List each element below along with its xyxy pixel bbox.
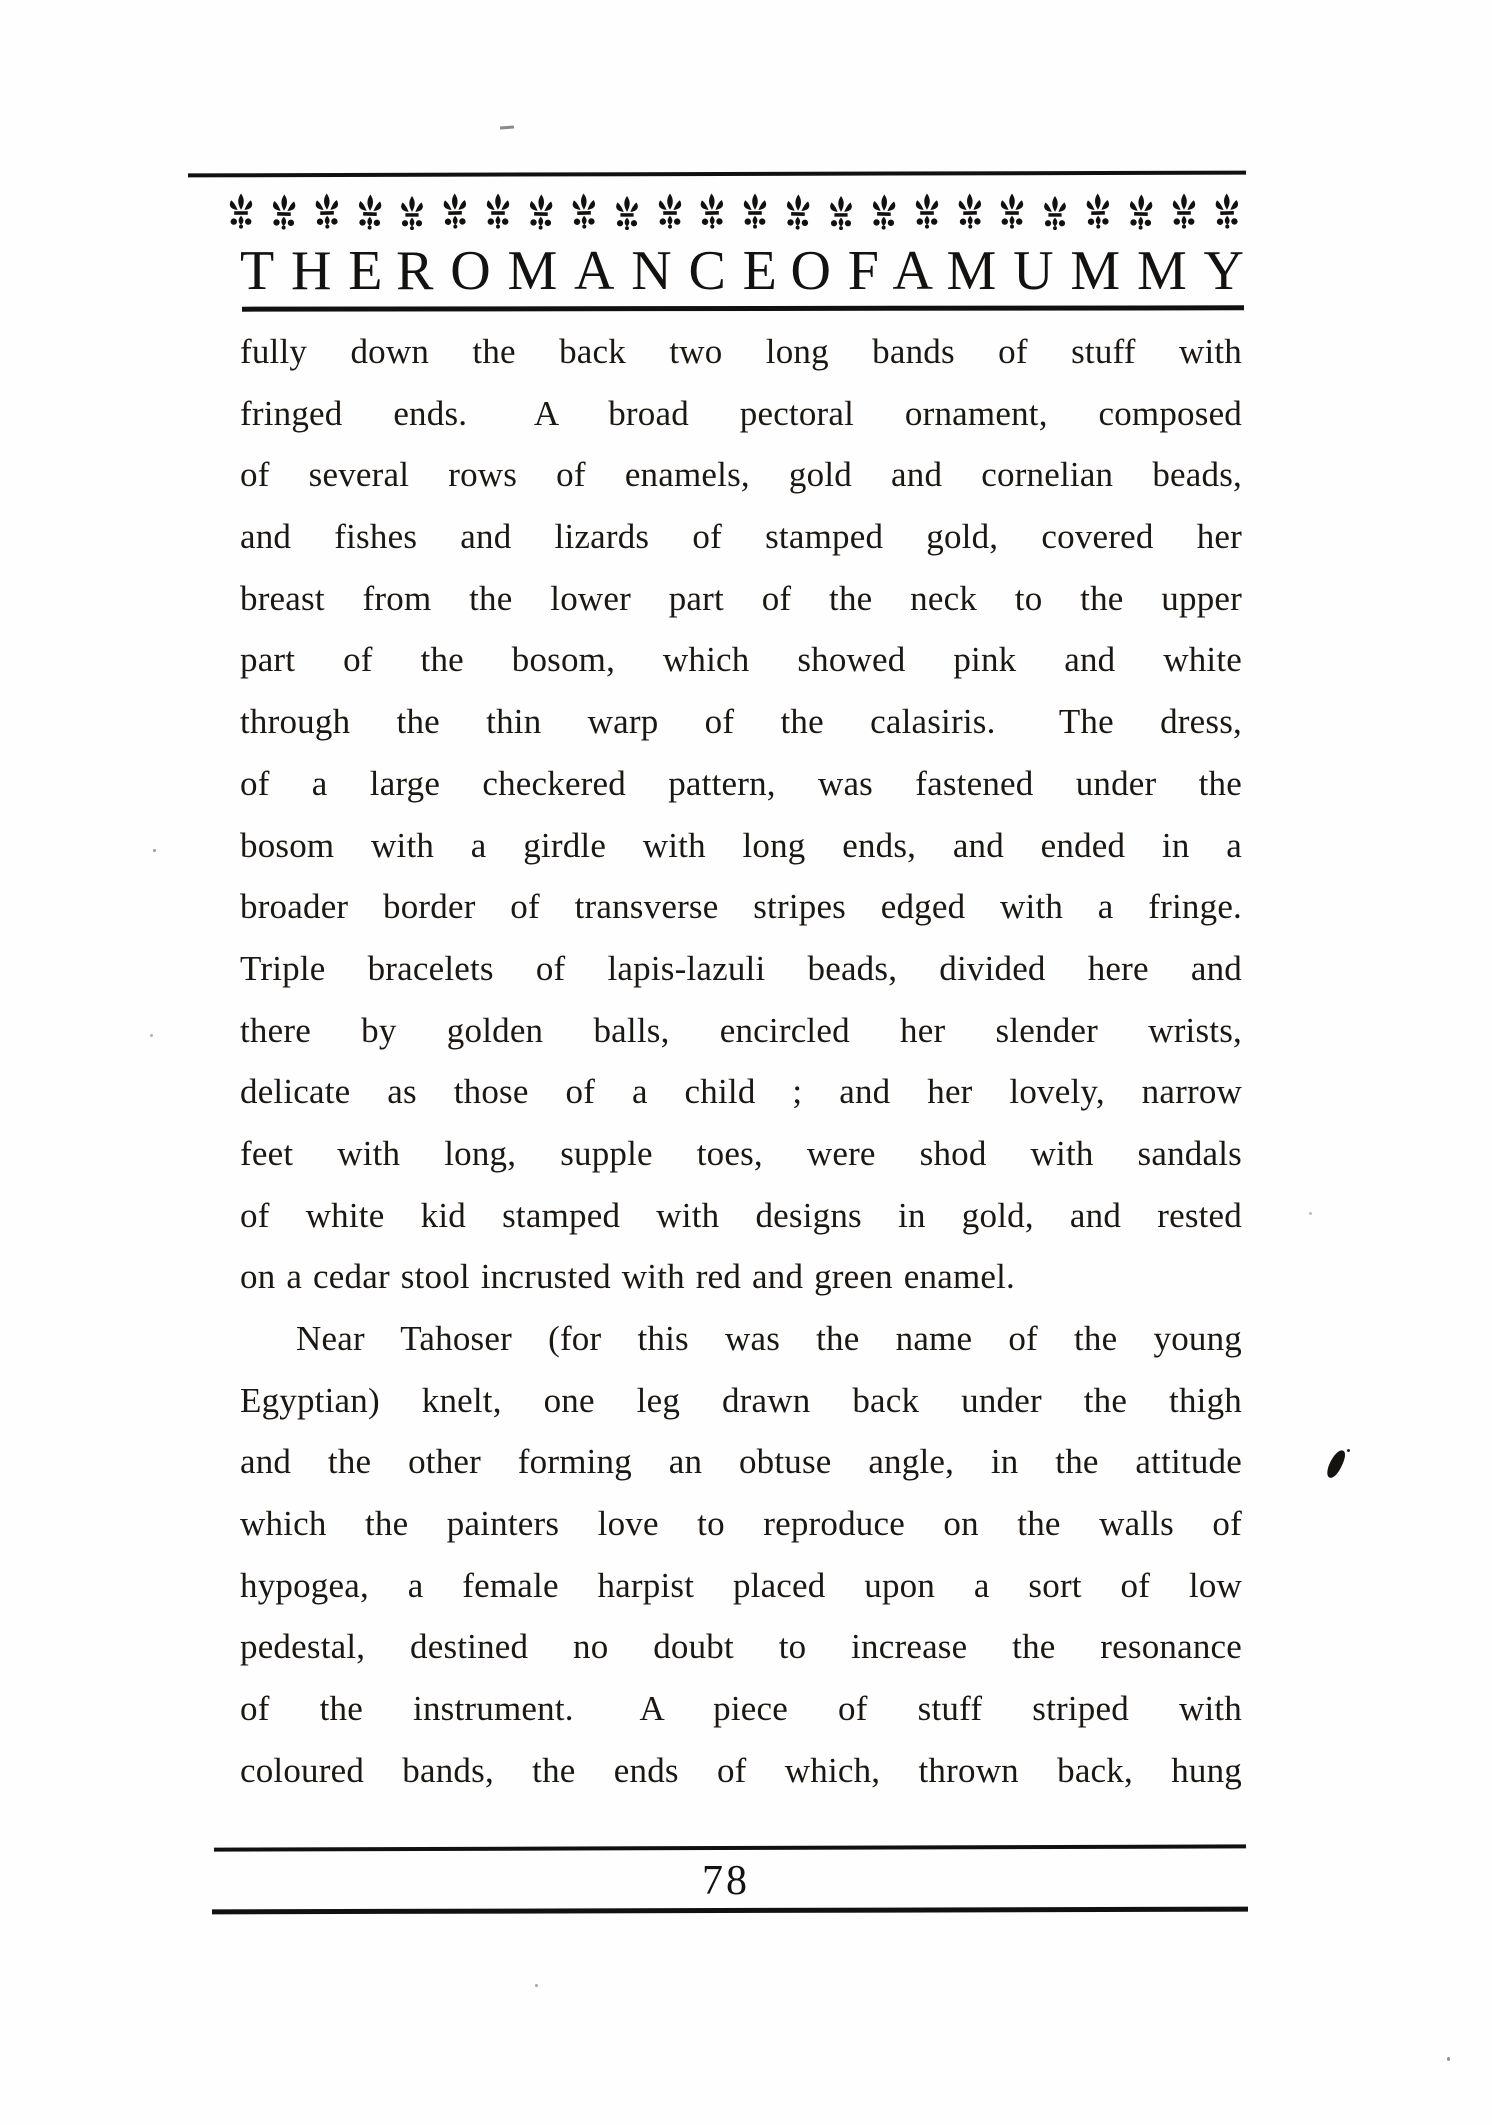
fleur-de-lis-icon xyxy=(270,194,297,231)
fleur-de-lis-icon xyxy=(614,196,639,231)
fleur-de-lis-icon xyxy=(1085,193,1112,230)
fleur-de-lis-icon xyxy=(228,193,254,229)
fleur-de-lis-icon xyxy=(442,193,469,230)
fleur-de-lis-icon xyxy=(1128,194,1155,231)
ink-speck xyxy=(150,1034,153,1037)
text-line: fully down the back two long bands of stuff with xyxy=(240,332,1242,371)
text-line: Egyptian) knelt, one leg drawn back under the thigh xyxy=(240,1380,1242,1420)
text-line: broader border of transverse stripes edged with a fringe. xyxy=(240,887,1242,927)
ink-speck xyxy=(153,849,156,852)
fleur-de-lis-icon xyxy=(1171,193,1197,229)
ornament-border xyxy=(228,189,1240,233)
fleur-de-lis-icon xyxy=(870,194,897,231)
fleur-de-lis-icon xyxy=(785,194,812,231)
ink-blot xyxy=(1324,1448,1347,1480)
fleur-de-lis-icon xyxy=(999,193,1025,229)
text-line: bosom with a girdle with long ends, and ended in a xyxy=(240,825,1242,865)
text-line: coloured bands, the ends of which, thrown back, hung xyxy=(240,1750,1242,1790)
fleur-de-lis-icon xyxy=(356,194,383,231)
text-line: and the other forming an obtuse angle, in the attitude xyxy=(240,1442,1242,1482)
title-word: ROMANCE xyxy=(396,240,794,302)
text-line: fringed ends. A broad pectoral ornament, composed xyxy=(240,393,1242,433)
fleur-de-lis-icon xyxy=(571,193,598,230)
text-line: and fishes and lizards of stamped gold, covered her xyxy=(240,517,1242,557)
text-line: part of the bosom, which showed pink and white xyxy=(240,640,1242,680)
text-line: delicate as those of a child ; and her lovely, narrow xyxy=(240,1072,1242,1112)
title-word: A xyxy=(892,240,950,302)
text-line: of a large checkered pattern, was fastened under the xyxy=(240,763,1242,803)
text-line: on a cedar stool incrusted with red and green enamel. xyxy=(240,1257,1015,1297)
title-word: OF xyxy=(790,240,896,302)
title-word: MUMMY xyxy=(946,240,1261,302)
page-title xyxy=(240,240,1261,302)
fleur-de-lis-icon xyxy=(1213,193,1240,230)
page-number: 78 xyxy=(702,1858,750,1904)
body-text xyxy=(240,321,1242,1802)
footer-rule-top xyxy=(214,1844,1246,1851)
fleur-de-lis-icon xyxy=(828,196,853,231)
fleur-de-lis-icon xyxy=(914,193,940,229)
fleur-de-lis-icon xyxy=(1043,196,1068,231)
text-line: feet with long, supple toes, were shod with sandals xyxy=(240,1133,1242,1173)
title-rule xyxy=(242,305,1244,311)
text-line: of white kid stamped with designs in gold, and rested xyxy=(240,1195,1242,1235)
text-line: Near Tahoser (for this was the name of the young xyxy=(296,1319,1242,1358)
ink-speck xyxy=(1447,2057,1450,2061)
fleur-de-lis-icon xyxy=(699,193,726,230)
text-line: pedestal, destined no doubt to increase the resonance xyxy=(240,1627,1242,1667)
ink-speck xyxy=(1347,1449,1350,1452)
text-line: breast from the lower part of the neck to the upper xyxy=(240,578,1242,618)
fleur-de-lis-icon xyxy=(313,193,340,230)
ink-speck xyxy=(1309,1212,1312,1215)
fleur-de-lis-icon xyxy=(956,193,983,230)
top-rule xyxy=(188,171,1246,178)
fleur-de-lis-icon xyxy=(742,193,768,229)
text-line: of the instrument. A piece of stuff striped with xyxy=(240,1689,1242,1729)
text-line: Triple bracelets of lapis-lazuli beads, divided here and xyxy=(240,948,1242,988)
ink-speck xyxy=(535,1984,538,1987)
text-line: through the thin warp of the calasiris. The dress, xyxy=(240,702,1242,742)
title-word: THE xyxy=(240,240,400,302)
scan-mark xyxy=(500,126,514,130)
fleur-de-lis-icon xyxy=(657,193,683,229)
text-line: which the painters love to reproduce on the walls of xyxy=(240,1504,1242,1544)
fleur-de-lis-icon xyxy=(400,196,425,231)
text-line: there by golden balls, encircled her slender wrists, xyxy=(240,1010,1242,1050)
text-line: of several rows of enamels, gold and cornelian beads, xyxy=(240,455,1242,495)
fleur-de-lis-icon xyxy=(528,194,555,231)
text-line: hypogea, a female harpist placed upon a sort of low xyxy=(240,1565,1242,1605)
fleur-de-lis-icon xyxy=(485,193,511,229)
